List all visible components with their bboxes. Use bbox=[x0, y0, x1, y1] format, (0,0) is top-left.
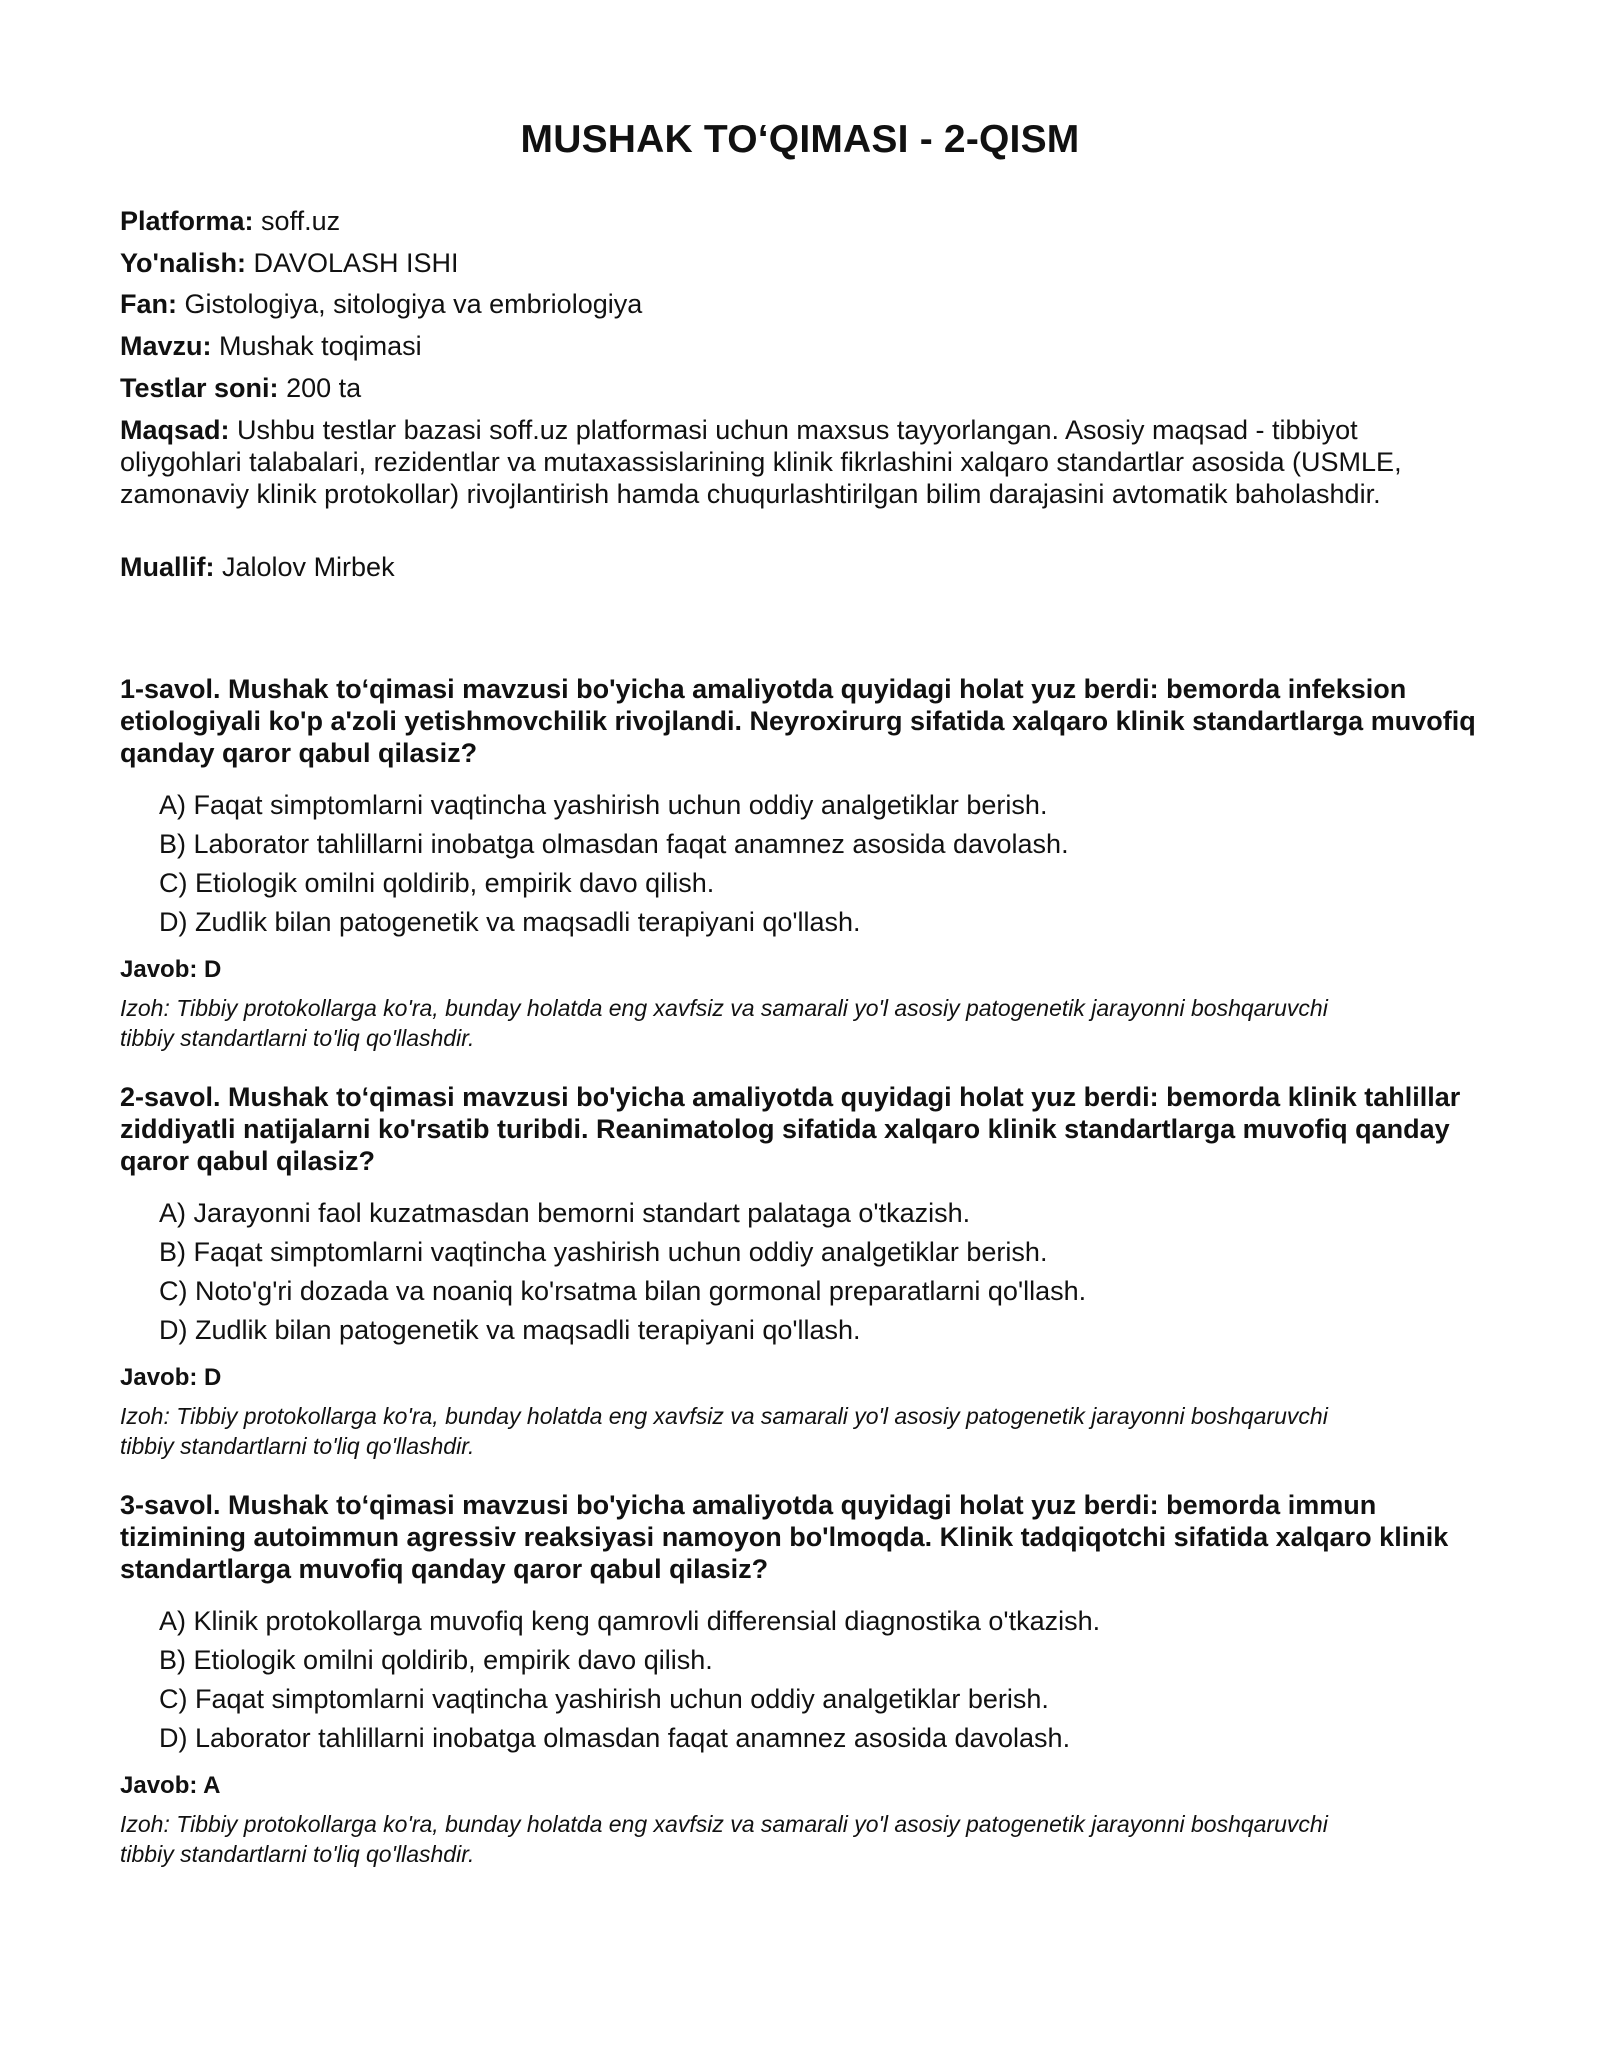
option-c: C) Etiologik omilni qoldirib, empirik davo qilish. bbox=[159, 868, 715, 898]
meta-mavzu-label: Mavzu: bbox=[120, 331, 212, 361]
meta-muallif-label: Muallif: bbox=[120, 552, 215, 582]
meta-testlar-label: Testlar soni: bbox=[120, 373, 279, 403]
answer: Javob: A bbox=[120, 1772, 221, 1799]
option-b: B) Faqat simptomlarni vaqtincha yashirish uchun oddiy analgetiklar berish. bbox=[159, 1237, 1048, 1267]
meta-testlar-value: 200 ta bbox=[286, 373, 362, 403]
option-b: B) Laborator tahlillarni inobatga olmasdan faqat anamnez asosida davolash. bbox=[159, 829, 1069, 859]
meta-maqsad-label: Maqsad: bbox=[120, 415, 230, 445]
meta-platforma bbox=[120, 205, 1480, 237]
question-2 bbox=[120, 1081, 1480, 1461]
explanation: Izoh: Tibbiy protokollarga ko'ra, bunday holatda eng xavfsiz va samarali yo'l asosiy patogenetik jarayonni boshqaruvchi tibbiy standartlarni to'liq qo'llashdir. bbox=[120, 995, 1328, 1051]
question-1 bbox=[120, 673, 1480, 1053]
meta-fan-label: Fan: bbox=[120, 289, 177, 319]
meta-maqsad bbox=[120, 414, 1480, 510]
option-d: D) Zudlik bilan patogenetik va maqsadli terapiyani qo'llash. bbox=[159, 1315, 861, 1345]
document-title: MUSHAK TO‘QIMASI - 2-QISM bbox=[520, 118, 1080, 161]
meta-yonalish-value: DAVOLASH ISHI bbox=[253, 248, 459, 278]
question-3 bbox=[120, 1489, 1480, 1869]
option-a: A) Faqat simptomlarni vaqtincha yashirish uchun oddiy analgetiklar berish. bbox=[159, 790, 1048, 820]
option-c: C) Noto'g'ri dozada va noaniq ko'rsatma bilan gormonal preparatlarni qo'llash. bbox=[159, 1276, 1087, 1306]
explanation: Izoh: Tibbiy protokollarga ko'ra, bunday holatda eng xavfsiz va samarali yo'l asosiy patogenetik jarayonni boshqaruvchi tibbiy standartlarni to'liq qo'llashdir. bbox=[120, 1811, 1328, 1867]
question-text: 1-savol. Mushak to‘qimasi mavzusi bo'yicha amaliyotda quyidagi holat yuz berdi: bemorda infeksion etiologiyali ko'p a'zoli yetishmovchilik rivojlandi. Neyroxirurg sifatida xalqaro klinik standartlarga muvofiq qanday qaror qabul qilasiz? bbox=[120, 674, 1476, 768]
option-d: D) Laborator tahlillarni inobatga olmasdan faqat anamnez asosida davolash. bbox=[159, 1723, 1071, 1753]
meta-mavzu-value: Mushak toqimasi bbox=[219, 331, 422, 361]
meta-muallif-value: Jalolov Mirbek bbox=[222, 552, 395, 582]
explanation: Izoh: Tibbiy protokollarga ko'ra, bunday holatda eng xavfsiz va samarali yo'l asosiy patogenetik jarayonni boshqaruvchi tibbiy standartlarni to'liq qo'llashdir. bbox=[120, 1403, 1328, 1459]
question-text: 3-savol. Mushak to‘qimasi mavzusi bo'yicha amaliyotda quyidagi holat yuz berdi: bemorda immun tizimining autoimmun agressiv reaksiyasi namoyon bo'lmoqda. Klinik tadqiqotchi sifatida xalqaro klinik standartlarga muvofiq qanday qaror qabul qilasiz? bbox=[120, 1490, 1449, 1584]
meta-yonalish-label: Yo'nalish: bbox=[120, 248, 246, 278]
meta-fan bbox=[120, 288, 1480, 320]
answer: Javob: D bbox=[120, 956, 222, 983]
meta-mavzu bbox=[120, 330, 1480, 362]
option-a: A) Jarayonni faol kuzatmasdan bemorni standart palataga o'tkazish. bbox=[159, 1198, 971, 1228]
option-c: C) Faqat simptomlarni vaqtincha yashirish uchun oddiy analgetiklar berish. bbox=[159, 1684, 1049, 1714]
meta-maqsad-value: Ushbu testlar bazasi soff.uz platformasi uchun maxsus tayyorlangan. Asosiy maqsad - tibbiyot oliygohlari talabalari, rezidentlar va mutaxassislarining klinik fikrlashini xalqaro standartlar asosida (USMLE, zamonaviy klinik protokollar) rivojlantirish hamda chuqurlashtirilgan bilim darajasini avtomatik baholashdir. bbox=[120, 415, 1402, 509]
meta-platforma-label: Platforma: bbox=[120, 206, 254, 236]
option-d: D) Zudlik bilan patogenetik va maqsadli terapiyani qo'llash. bbox=[159, 907, 861, 937]
meta-testlar bbox=[120, 372, 1480, 404]
option-a: A) Klinik protokollarga muvofiq keng qamrovli differensial diagnostika o'tkazish. bbox=[159, 1606, 1101, 1636]
meta-yonalish bbox=[120, 247, 1480, 279]
answer: Javob: D bbox=[120, 1364, 222, 1391]
option-b: B) Etiologik omilni qoldirib, empirik davo qilish. bbox=[159, 1645, 713, 1675]
question-text: 2-savol. Mushak to‘qimasi mavzusi bo'yicha amaliyotda quyidagi holat yuz berdi: bemorda klinik tahlillar ziddiyatli natijalarni ko'rsatib turibdi. Reanimatolog sifatida xalqaro klinik standartlarga muvofiq qanday qaror qabul qilasiz? bbox=[120, 1082, 1461, 1176]
options-list bbox=[159, 1197, 1480, 1353]
meta-platforma-value: soff.uz bbox=[261, 206, 341, 236]
options-list bbox=[159, 1605, 1480, 1761]
meta-muallif bbox=[120, 551, 1480, 583]
options-list bbox=[159, 789, 1480, 945]
meta-fan-value: Gistologiya, sitologiya va embriologiya bbox=[184, 289, 643, 319]
